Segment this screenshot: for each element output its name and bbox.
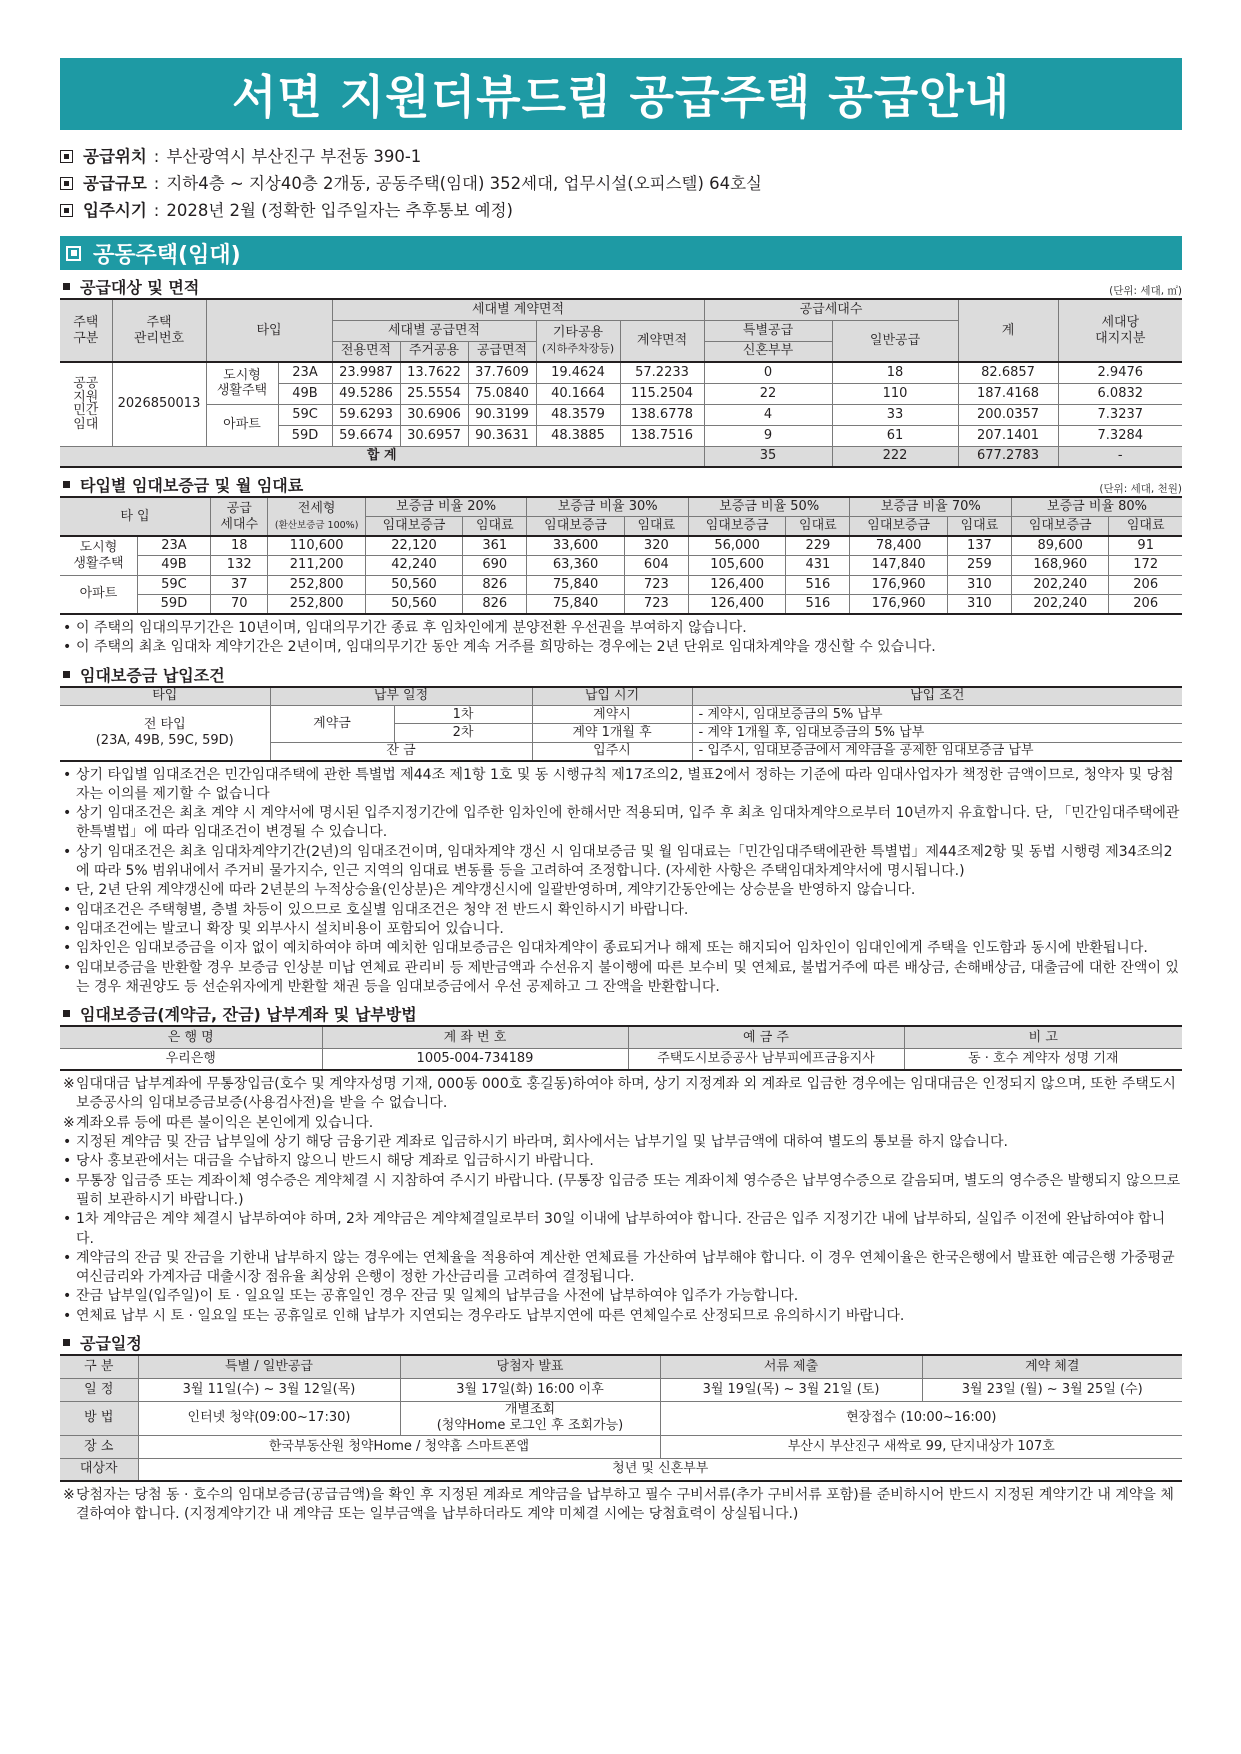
housing-type-cell: 공공 지원 민간 임대 (60, 362, 112, 446)
cell: 176,960 (850, 595, 947, 615)
cell: 9 (704, 425, 832, 446)
rent-heading (60, 474, 1182, 496)
cell: 126,400 (688, 595, 785, 615)
account-no-cell: 1005-004-734189 (322, 1048, 628, 1070)
cell: 1차 (394, 705, 532, 724)
cell: 2차 (394, 724, 532, 743)
cell: 0 (704, 362, 832, 383)
square-bullet-icon (60, 150, 73, 163)
schedule-heading (60, 1332, 1182, 1354)
cell: 200.0357 (958, 404, 1058, 425)
cell: 3월 23일 (월) ~ 3월 25일 (수) (922, 1378, 1182, 1401)
table-row (60, 556, 1182, 576)
col-type: 타입 (206, 299, 332, 362)
note-item: • 1차 계약금은 계약 체결시 납부하여야 하며, 2차 계약금은 계약체결일로부터 30일 이내에 납부하여야 합니다. 잔금은 입주 지정기간 내에 납부하되, 실입주 이전에 완납하여야 합니다. (63, 1211, 1166, 1247)
note-item: • 무통장 입금증 또는 계좌이체 영수증은 계약체결 시 지참하여 주시기 바랍니다. (무통장 입금증 또는 계좌이체 영수증은 납부영수증으로 갈음되며, 별도의 영수증은 발행되지 않으므로 필히 보관하시기 바랍니다.) (63, 1172, 1181, 1208)
account-heading (60, 1003, 1182, 1025)
col-newlywed: 신혼부부 (704, 341, 832, 362)
cell: 22,120 (365, 536, 462, 556)
type-cell: 59C (278, 404, 332, 425)
cell: 33 (832, 404, 958, 425)
cell: 82.6857 (958, 362, 1058, 383)
square-bullet-icon (60, 177, 73, 190)
cell: 75.0840 (468, 383, 536, 404)
col-category: 구 분 (60, 1355, 138, 1378)
info-label: 공급규모 (83, 174, 147, 193)
cell: 59.6293 (332, 404, 400, 425)
cell: 6.0832 (1058, 383, 1182, 404)
note-cell: 동 · 호수 계약자 성명 기재 (904, 1048, 1182, 1070)
cell: 입주시 (532, 742, 692, 761)
square-bullet-icon (63, 481, 70, 488)
cell: 계약 1개월 후 (532, 724, 692, 743)
cell: 42,240 (365, 556, 462, 576)
col-type: 타 입 (60, 497, 210, 536)
table-row (60, 536, 1182, 556)
col-supply: 공급 세대수 (210, 497, 268, 536)
notice-page (60, 58, 1182, 1525)
col-ratio-80: 보증금 비율 80% (1012, 497, 1182, 517)
section-header (60, 236, 1182, 270)
cell: 431 (786, 556, 850, 576)
cell: 89,600 (1012, 536, 1109, 556)
overview-info (60, 143, 1182, 224)
page-title: 서면 지원더뷰드림 공급주택 공급안내 (60, 58, 1182, 130)
cell: 516 (786, 595, 850, 615)
type-cell: 49B (137, 556, 210, 576)
cell: 25.5554 (400, 383, 468, 404)
note-item: • 단, 2년 단위 계약갱신에 따라 2년분의 누적상승율(인상분)은 계약갱신시에 일괄반영하며, 계약기간동안에는 상승분을 반영하지 않습니다. (63, 882, 916, 899)
note-item: • 상기 임대조건은 최초 임대차계약기간(2년)의 임대조건이며, 임대차계약 갱신 시 임대보증금 및 월 임대료는「민간임대주택에관한 특별법」제44조제2항 및 동법 시행령 제34조의2에 따라 5% 범위내에서 주거비 물가지수, 인근 지역의 임대료 변동률 등을 고려하여 조정합니다. (자세한 사항은 주택임대차계약서에 명시됩니다.) (63, 843, 1173, 880)
note-item: • 임대조건에는 발코니 확장 및 외부사시 설치비용이 포함되어 있습니다. (63, 920, 504, 937)
col-bank: 은 행 명 (60, 1026, 322, 1048)
square-bullet-icon (66, 246, 81, 261)
col-rent: 임대료 (1109, 517, 1182, 537)
table-row (60, 1401, 1182, 1435)
cell: 19.4624 (536, 362, 620, 383)
cell: 90.3631 (468, 425, 536, 446)
cell: - (1058, 446, 1182, 467)
cell: - 계약시, 임대보증금의 5% 납부 (692, 705, 1182, 724)
cell: 132 (210, 556, 268, 576)
col-deposit: 임대보증금 (527, 517, 624, 537)
cell: 37 (210, 575, 268, 595)
cell: 310 (947, 595, 1011, 615)
cell: 202,240 (1012, 575, 1109, 595)
col-schedule: 납부 일정 (270, 687, 532, 706)
col-contract-area: 세대별 계약면적 (332, 299, 704, 320)
col-total: 계 (958, 299, 1058, 362)
cell: 57.2233 (620, 362, 704, 383)
cell: 105,600 (688, 556, 785, 576)
cell: 310 (947, 575, 1011, 595)
info-scale: 공급규모 : 지하4층 ~ 지상40층 2개동, 공동주택(임대) 352세대, 업무시설(오피스텔) 64호실 (60, 170, 1182, 197)
table-row (60, 575, 1182, 595)
cell: 13.7622 (400, 362, 468, 383)
payment-table (60, 686, 1182, 762)
row-label: 방 법 (60, 1401, 138, 1435)
note-item: • 지정된 계약금 및 잔금 납부일에 상기 해당 금융기관 계좌로 입금하시기 바라며, 회사에서는 납부기일 및 납부금액에 대하여 별도의 통보를 하지 않습니다. (63, 1134, 1008, 1151)
cell: 126,400 (688, 575, 785, 595)
col-announce: 당첨자 발표 (400, 1355, 660, 1378)
info-label: 입주시기 (83, 201, 147, 220)
cell: 개별조회 (청약Home 로그인 후 조회가능) (400, 1401, 660, 1435)
col-mgmt-no: 주택 관리번호 (112, 299, 206, 362)
cell: 35 (704, 446, 832, 467)
col-note: 비 고 (904, 1026, 1182, 1048)
type-cell: 59D (278, 425, 332, 446)
info-value: 지하4층 ~ 지상40층 2개동, 공동주택(임대) 352세대, 업무시설(오피스텔) 64호실 (166, 174, 763, 193)
col-rent: 임대료 (624, 517, 688, 537)
note-item: • 잔금 납부일(입주일)이 토 · 일요일 또는 공휴일인 경우 잔금 및 일체의 납부금을 사전에 납부하여야 입주가 가능합니다. (63, 1288, 799, 1305)
pay-notes (60, 766, 1182, 998)
cell: 50,560 (365, 575, 462, 595)
account-table (60, 1025, 1182, 1071)
note-item: • 임대조건은 주택형별, 층별 차등이 있으므로 호실별 임대조건은 청약 전 반드시 확인하시기 바랍니다. (63, 901, 689, 918)
row-label: 장 소 (60, 1435, 138, 1458)
cell: 63,360 (527, 556, 624, 576)
cell: 2.9476 (1058, 362, 1182, 383)
cell: 222 (832, 446, 958, 467)
cell: 청년 및 신혼부부 (138, 1458, 1182, 1481)
row-label: 대상자 (60, 1458, 138, 1481)
type-cell: 59D (137, 595, 210, 615)
cell: 61 (832, 425, 958, 446)
rent-title: 타입별 임대보증금 및 월 임대료 (80, 476, 304, 495)
cell: 잔 금 (270, 742, 532, 761)
type-cell: 49B (278, 383, 332, 404)
col-condition: 납입 조건 (692, 687, 1182, 706)
cell: 723 (624, 595, 688, 615)
cell: 138.6778 (620, 404, 704, 425)
square-bullet-icon (63, 283, 70, 290)
area-title: 공급대상 및 면적 (80, 278, 200, 297)
cell: 229 (786, 536, 850, 556)
cell: 207.1401 (958, 425, 1058, 446)
col-lease: 전세형 (환산보증금 100%) (268, 497, 365, 536)
group-cell: 아파트 (206, 404, 278, 446)
cell: 723 (624, 575, 688, 595)
cell: 211,200 (268, 556, 365, 576)
cell: 677.2783 (958, 446, 1058, 467)
cell: 인터넷 청약(09:00~17:30) (138, 1401, 400, 1435)
cell: 176,960 (850, 575, 947, 595)
cell: 7.3284 (1058, 425, 1182, 446)
area-heading (60, 276, 1182, 298)
note-item: • 상기 임대조건은 최초 계약 시 계약서에 명시된 입주지정기간에 입주한 임차인에 한해서만 적용되며, 입주 후 최초 임대차계약으로부터 10년까지 유효합니다. 단, 「민간임대주택에관한특별법」에 따라 임대조건이 변경될 수 있습니다. (63, 805, 1180, 841)
cell: 90.3199 (468, 404, 536, 425)
cell: 4 (704, 404, 832, 425)
info-move-in: 입주시기 : 2028년 2월 (정확한 입주일자는 추후통보 예정) (60, 197, 1182, 224)
cell: 206 (1109, 575, 1182, 595)
cell: 147,840 (850, 556, 947, 576)
info-location: 공급위치 : 부산광역시 부산진구 부전동 390-1 (60, 143, 1182, 170)
col-land: 세대당 대지지분 (1058, 299, 1182, 362)
table-row (60, 595, 1182, 615)
cell: 30.6906 (400, 404, 468, 425)
cell: 30.6957 (400, 425, 468, 446)
type-cell: 59C (137, 575, 210, 595)
cell: 18 (210, 536, 268, 556)
cell: 48.3885 (536, 425, 620, 446)
col-housing-type: 주택 구분 (60, 299, 112, 362)
bank-cell: 우리은행 (60, 1048, 322, 1070)
col-contract: 계약 체결 (922, 1355, 1182, 1378)
col-deposit: 임대보증금 (850, 517, 947, 537)
area-unit: (단위: 세대, ㎡) (1109, 285, 1182, 297)
square-bullet-icon (63, 1010, 70, 1017)
cell: 604 (624, 556, 688, 576)
cell: 부산시 부산진구 새싹로 99, 단지내상가 107호 (660, 1435, 1182, 1458)
note-item: • 상기 타입별 임대조건은 민간임대주택에 관한 특별법 제44조 제1항 1호 및 동 시행규칙 제17조의2, 별표2에서 정하는 기준에 따라 임대사업자가 책정한 금액이므로, 청약자 및 당첨자는 이의를 제기할 수 없습니다 (63, 766, 1174, 802)
area-table (60, 298, 1182, 468)
cell: 현장접수 (10:00~16:00) (660, 1401, 1182, 1435)
col-supply-area: 세대별 공급면적 (332, 320, 536, 341)
col-other-area: 기타공용 (지하주차장등) (536, 320, 620, 362)
cell: 259 (947, 556, 1011, 576)
note-item: • 이 주택의 최초 임대차 계약기간은 2년이며, 임대의무기간 동안 계속 거주를 희망하는 경우에는 2년 단위로 임대차계약을 갱신할 수 있습니다. (63, 639, 936, 656)
pay-title: 임대보증금 납입조건 (80, 665, 225, 685)
square-bullet-icon (60, 204, 73, 217)
cell: 59.6674 (332, 425, 400, 446)
rent-table (60, 496, 1182, 615)
col-rent: 임대료 (947, 517, 1011, 537)
cell: 206 (1109, 595, 1182, 615)
col-type: 타입 (60, 687, 270, 706)
col-contract: 계약면적 (620, 320, 704, 362)
pay-heading (60, 664, 1182, 686)
note-item: • 이 주택의 임대의무기간은 10년이며, 임대의무기간 종료 후 임차인에게 분양전환 우선권을 부여하지 않습니다. (63, 620, 747, 636)
type-cell: 23A (278, 362, 332, 383)
group-cell: 도시형 생활주택 (206, 362, 278, 404)
col-special: 특별공급 (704, 320, 832, 341)
cell: 172 (1109, 556, 1182, 576)
cell: 202,240 (1012, 595, 1109, 615)
cell: 계약시 (532, 705, 692, 724)
col-supply: 공급면적 (468, 341, 536, 362)
rent-unit: (단위: 세대, 천원) (1099, 483, 1182, 495)
cell: 70 (210, 595, 268, 615)
cell: 690 (463, 556, 527, 576)
cell: 22 (704, 383, 832, 404)
table-row (60, 362, 1182, 383)
col-holder: 예 금 주 (628, 1026, 904, 1048)
cell: 37.7609 (468, 362, 536, 383)
note-item: ※ 계좌오류 등에 따른 불이익은 본인에게 있습니다. (63, 1114, 374, 1131)
note-item: • 임차인은 임대보증금을 이자 없이 예치하여야 하며 예치한 임대보증금은 임대차계약이 종료되거나 해제 또는 해지되어 임차인이 임대인에게 주택을 인도함과 동시에 반환됩니다. (63, 940, 1148, 957)
cell: - 입주시, 임대보증금에서 계약금을 공제한 임대보증금 납부 (692, 742, 1182, 761)
cell: 한국부동산원 청약Home / 청약홈 스마트폰앱 (138, 1435, 660, 1458)
cell: 50,560 (365, 595, 462, 615)
note-item: • 연체료 납부 시 토 · 일요일 또는 공휴일로 인해 납부가 지연되는 경우라도 납부지연에 따른 연체일수로 산정되므로 유의하시기 바랍니다. (63, 1307, 905, 1324)
cell: 40.1664 (536, 383, 620, 404)
cell: 137 (947, 536, 1011, 556)
group-cell: 아파트 (60, 575, 137, 614)
type-cell: 23A (137, 536, 210, 556)
cell: 3월 11일(수) ~ 3월 12일(목) (138, 1378, 400, 1401)
cell: - 계약 1개월 후, 임대보증금의 5% 납부 (692, 724, 1182, 743)
cell: 3월 17일(화) 16:00 이후 (400, 1378, 660, 1401)
info-value: 부산광역시 부산진구 부전동 390-1 (166, 147, 422, 166)
cell: 3월 19일(목) ~ 3월 21일 (토) (660, 1378, 922, 1401)
cell: 110 (832, 383, 958, 404)
cell: 75,840 (527, 575, 624, 595)
cell: 115.2504 (620, 383, 704, 404)
sum-row (60, 446, 1182, 467)
col-ratio-50: 보증금 비율 50% (688, 497, 850, 517)
col-supply-households: 공급세대수 (704, 299, 958, 320)
cell: 361 (463, 536, 527, 556)
note-item: ※ 임대대금 납부계좌에 무통장입금(호수 및 계약자성명 기재, 000동 000호 홍길동)하여야 하며, 상기 지정계좌 외 계좌로 입금한 경우에는 임대대금은 인정되지 않으며, 또한 주택도시보증공사의 임대보증금보증(사용검사전)을 받을 수 없습니다. (63, 1076, 1176, 1112)
group-cell: 도시형 생활주택 (60, 536, 137, 575)
square-bullet-icon (63, 671, 70, 678)
schedule-table (60, 1354, 1182, 1482)
cell: 252,800 (268, 595, 365, 615)
cell: 78,400 (850, 536, 947, 556)
table-row (60, 1048, 1182, 1070)
col-documents: 서류 제출 (660, 1355, 922, 1378)
col-ratio-20: 보증금 비율 20% (365, 497, 527, 517)
note-item: • 계약금의 잔금 및 잔금을 기한내 납부하지 않는 경우에는 연체율을 적용하여 계산한 연체료를 가산하여 납부해야 합니다. 이 경우 연체이율은 한국은행에서 발표한 예금은행 가중평균 여신금리와 가계자금 대출시장 점유율 최상위 은행이 정한 가산금리를 고려하여 결정됩니다. (63, 1249, 1175, 1286)
col-exclusive: 전용면적 (332, 341, 400, 362)
col-residential-common: 주거공용 (400, 341, 468, 362)
table-row (60, 1458, 1182, 1481)
cell: 110,600 (268, 536, 365, 556)
cell: 7.3237 (1058, 404, 1182, 425)
cell: 23.9987 (332, 362, 400, 383)
cell: 320 (624, 536, 688, 556)
cell: 187.4168 (958, 383, 1058, 404)
row-label: 일 정 (60, 1378, 138, 1401)
cell: 48.3579 (536, 404, 620, 425)
note-item: ※ 당첨자는 당첨 동 · 호수의 임대보증금(공급금액)을 확인 후 지정된 계좌로 계약금을 납부하고 필수 구비서류(추가 구비서류 포함)를 준비하시어 반드시 지정된 계약기간 내 계약을 체결하여야 합니다. (지정계약기간 내 계약금 또는 일부금액을 납부하더라도 계약 미체결 시에는 당첨효력이 상실됩니다.) (63, 1487, 1174, 1523)
cell: 252,800 (268, 575, 365, 595)
cell: 826 (463, 595, 527, 615)
col-ratio-70: 보증금 비율 70% (850, 497, 1012, 517)
cell: 91 (1109, 536, 1182, 556)
section-title: 공동주택(임대) (93, 242, 241, 268)
square-bullet-icon (63, 1339, 70, 1346)
col-rent: 임대료 (463, 517, 527, 537)
col-deposit: 임대보증금 (688, 517, 785, 537)
col-deposit: 임대보증금 (1012, 517, 1109, 537)
info-value: 2028년 2월 (정확한 입주일자는 추후통보 예정) (166, 201, 513, 220)
info-label: 공급위치 (83, 147, 147, 166)
col-general: 일반공급 (832, 320, 958, 362)
col-ratio-30: 보증금 비율 30% (527, 497, 689, 517)
cell: 168,960 (1012, 556, 1109, 576)
table-row (60, 404, 1182, 425)
note-item: • 당사 홍보관에서는 대금을 수납하지 않으니 반드시 해당 계좌로 입금하시기 바랍니다. (63, 1153, 594, 1170)
col-apply: 특별 / 일반공급 (138, 1355, 400, 1378)
cell: 56,000 (688, 536, 785, 556)
contract-label: 계약금 (270, 705, 394, 742)
account-notes (60, 1075, 1182, 1326)
cell: 516 (786, 575, 850, 595)
cell: 826 (463, 575, 527, 595)
cell: 18 (832, 362, 958, 383)
col-timing: 납입 시기 (532, 687, 692, 706)
table-row (60, 1378, 1182, 1401)
col-rent: 임대료 (786, 517, 850, 537)
col-deposit: 임대보증금 (365, 517, 462, 537)
mgmt-no-cell: 2026850013 (112, 362, 206, 446)
table-row (60, 705, 1182, 724)
cell: 138.7516 (620, 425, 704, 446)
sum-label: 합 계 (60, 446, 704, 467)
schedule-title: 공급일정 (80, 1334, 142, 1354)
table-row (60, 1435, 1182, 1458)
rent-notes (60, 619, 1182, 658)
cell: 33,600 (527, 536, 624, 556)
note-item: • 임대보증금을 반환할 경우 보증금 인상분 미납 연체료 관리비 등 제반금액과 수선유지 불이행에 따른 보수비 및 연체료, 불법거주에 따른 배상금, 손해배상금, 대출금에 대한 잔액이 있는 경우 채권양도 등 선순위자에게 반환할 채권 등을 임대보증금에서 우선 공제하고 그 잔액을 반환합니다. (63, 959, 1179, 995)
cell: 49.5286 (332, 383, 400, 404)
all-type-cell: 전 타입 (23A, 49B, 59C, 59D) (60, 705, 270, 761)
holder-cell: 주택도시보증공사 남부피에프금융지사 (628, 1048, 904, 1070)
account-title: 임대보증금(계약금, 잔금) 납부계좌 및 납부방법 (80, 1005, 417, 1025)
schedule-notes (60, 1486, 1182, 1525)
cell: 75,840 (527, 595, 624, 615)
col-account-no: 계 좌 번 호 (322, 1026, 628, 1048)
